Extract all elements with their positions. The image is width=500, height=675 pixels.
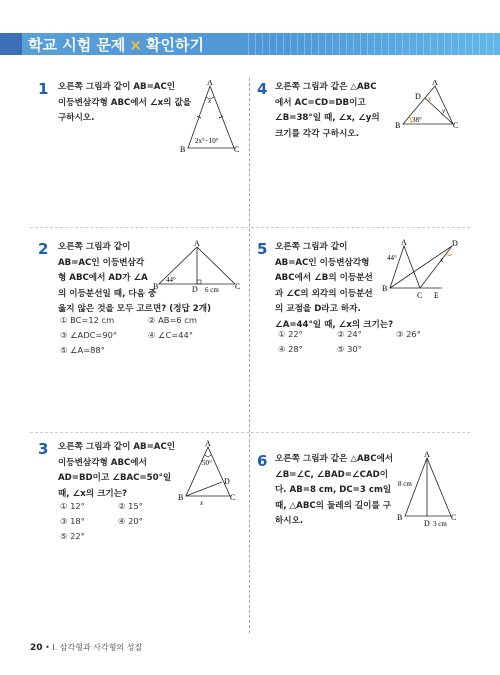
label-angle: 38° [412,116,422,124]
label-C: C [235,282,241,291]
problem-line: ABC에서 ∠B의 이등분선 [275,273,373,283]
label-A: A [205,440,211,448]
label-x: x [208,97,212,105]
problem-number: 3 [38,440,49,458]
choice: ② 24° [337,329,362,339]
figure-triangle-6 [395,450,463,528]
problem-line: 의 이등분선일 때, 다음 중 [58,288,157,299]
figure-triangle-5 [382,238,462,300]
label-C: C [230,493,236,502]
problem-line: 오른쪽 그림과 같은 △ABC에서 [275,454,394,464]
label-C: C [417,291,423,300]
problem-number: 6 [257,452,268,470]
problem-line: 때, ∠x의 크기는? [58,488,127,499]
label-C: C [234,145,240,154]
problem-line: 이등변삼각형 ABC에서 ∠x의 값을 [58,97,192,108]
problem-number: 4 [257,80,268,98]
choice: ① 22° [278,329,303,339]
choice: ④ 28° [278,344,303,354]
row-divider [30,432,470,433]
page-header [0,30,500,58]
problem-line: 때, △ABC의 둘레의 길이를 구 [275,500,392,511]
problem-text [275,80,380,142]
label-B: B [395,121,401,130]
label-D: D [415,92,421,101]
problem-line: AB=AC인 이등변삼각형 [275,257,370,268]
choice: ⑤ ∠A=88° [60,345,105,355]
problem-line: ∠B=38°일 때, ∠x, ∠y의 [275,113,380,123]
choice: ④ ∠C=44° [148,330,193,340]
problem-line: 하시오. [275,516,304,526]
problem-text [275,452,393,530]
problem-line: AB=AC인 이등변삼각 [58,257,145,268]
title-x: × [129,36,142,54]
choice: ⑤ 22° [60,531,85,541]
label-length: 6 cm [205,286,219,294]
row-divider [30,227,470,228]
label-E: E [434,291,439,300]
choice: ① BC=12 cm [60,315,115,325]
page-footer: 20 • Ⅰ. 삼각형과 사각형의 성질 [30,643,143,653]
choice: ② AB=6 cm [148,315,197,325]
problem-line: 에서 AC=CD=DB이고 [275,97,366,108]
problem-line: 이등변삼각형 ABC에서 [58,457,147,468]
title-main: 학교 시험 문제 [28,36,126,54]
choice: ⑤ 30° [337,344,362,354]
label-C: C [453,121,459,130]
problem-number: 2 [38,240,49,258]
label-B: B [382,284,388,293]
label-angle: 50° [202,459,212,467]
label-x: x [200,499,204,507]
figure-triangle-1 [180,80,240,155]
choice: ① 12° [60,501,85,511]
problem-line: 옳지 않은 것을 모두 고르면? (정답 2개) [58,304,211,314]
label-B: B [153,282,159,291]
choice: ② 15° [118,501,143,511]
label-A: A [401,238,407,247]
problem-line: 형 ABC에서 AD가 ∠A [58,273,148,283]
problem-line: 오른쪽 그림과 같은 △ABC [275,82,377,92]
choice: ③ 26° [396,329,421,339]
problem-line: AD=BD이고 ∠BAC=50°일 [58,473,172,483]
problem-line: 과 ∠C의 외각의 이등분선 [275,288,373,299]
problem-line: ∠A=44°일 때, ∠x의 크기는? [275,319,394,330]
label-A: A [207,80,213,87]
chapter-title: Ⅰ. 삼각형과 사각형의 성질 [52,643,143,652]
label-B: B [397,513,403,522]
problem-line: 오른쪽 그림과 같이 [275,242,348,252]
problem-text [58,80,191,127]
page-number: 20 [30,643,43,653]
label-angle: 44° [387,254,397,262]
section-title [28,34,204,56]
label-B: B [178,493,184,502]
label-C: C [451,513,457,522]
choice: ④ 20° [118,516,143,526]
choice: ③ ∠ADC=90° [60,330,118,340]
label-angle: 2x°−10° [195,137,219,145]
problem-line: 오른쪽 그림과 같이 AB=AC인 [58,82,176,92]
problem-line: 구하시오. [58,113,95,123]
label-B: B [180,145,186,154]
label-A: A [424,450,430,459]
label-D: D [452,239,458,248]
label-length: 3 cm [433,520,447,528]
figure-triangle-4 [395,80,461,132]
label-length: 8 cm [398,480,412,488]
problem-line: 의 교점을 D라고 하자. [275,304,361,314]
problem-number: 1 [38,80,49,98]
figure-triangle-2 [153,240,241,295]
problem-line: 오른쪽 그림과 같이 AB=AC인 [58,442,176,452]
label-angle: 44° [166,276,176,284]
label-D: D [424,519,430,528]
problem-text [275,240,393,333]
column-divider [249,78,250,633]
problem-line: ∠B=∠C, ∠BAD=∠CAD이 [275,469,389,480]
figure-triangle-3 [178,440,240,508]
title-sub: 확인하기 [145,36,204,54]
problem-line: 크기를 각각 구하시오. [275,128,359,139]
choice: ③ 18° [60,516,85,526]
label-D: D [192,285,198,294]
problem-number: 5 [257,240,268,258]
label-x: x [440,256,444,264]
problem-line: 다. AB=8 cm, DC=3 cm일 [275,485,392,495]
problem-text [58,440,175,502]
header-accent [0,33,22,55]
label-y: y [442,107,446,115]
label-A: A [432,80,438,87]
label-x: x [428,95,432,103]
problem-line: 오른쪽 그림과 같이 [58,242,131,252]
header-stripes [242,33,500,55]
label-A: A [194,240,200,248]
label-D: D [224,477,230,486]
